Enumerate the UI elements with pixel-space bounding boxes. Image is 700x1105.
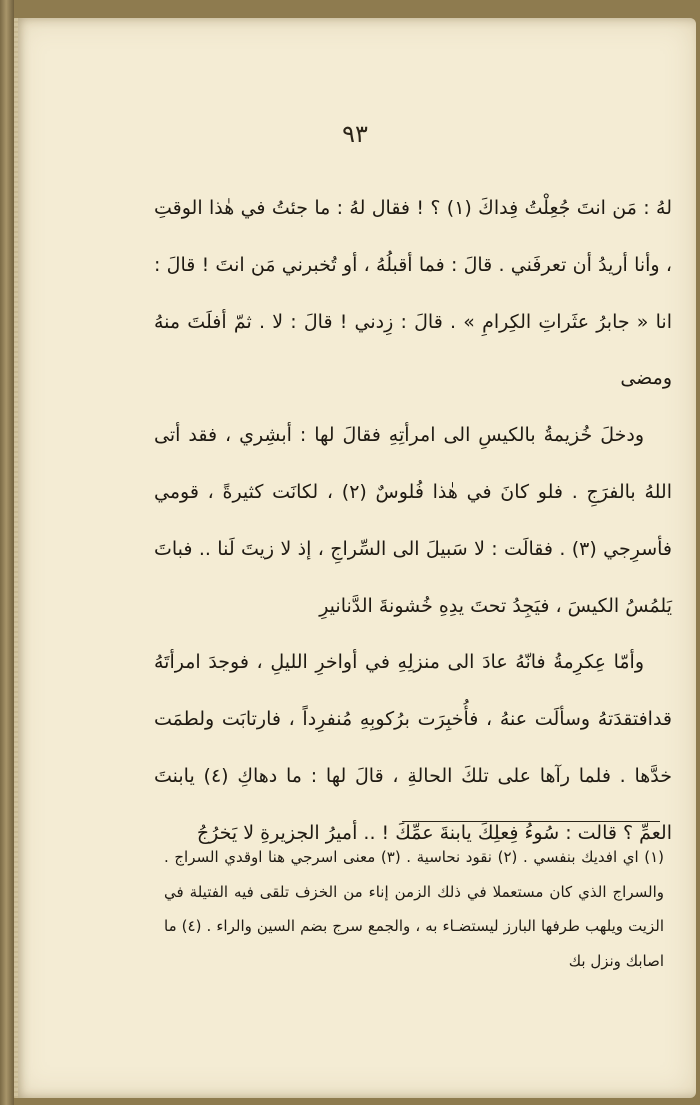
page-number: ٩٣ xyxy=(342,120,368,148)
footnotes xyxy=(164,840,664,978)
book-fore-edge xyxy=(0,0,14,1105)
footnote-text: (١) اي افديك بنفسي . (٢) نقود نحاسية . (٣) معنى اسرجي هنا اوقدي السراج . والسراج الذي كان مستعملا في ذلك الزمن إناء من الخزف تلقى فيه الفتيلة في الزيت ويلهب طرفها البارز ليستضـاء به ، والجمع سرج بضم السين والراء . (٤) ما اصابك ونزل بك xyxy=(164,848,664,970)
paragraph-2: ودخلَ خُزيمةُ بالكيسِ الى امرأتِهِ فقالَ لها : أبشِري ، فقد أتى اللهُ بالفرَجِ . فلو كانَ في هٰذا فُلوسٌ (٢) ، لكانَت كثيرةً ، قومي فأسرِجي (٣) . فقالَت : لا سَبيلَ الى السِّراجِ ، إذ لا زيتَ لَنا .. فباتَ يَلمُسُ الكيسَ ، فيَجِدُ تحتَ يدِهِ خُشونةَ الدَّنانيرِ xyxy=(154,424,673,617)
paragraph-1: لهُ : مَن انتَ جُعِلْتُ فِداكَ (١) ؟ ! فقال لهُ : ما جئتُ في هٰذا الوقتِ ، وأنا أريدُ أن تعرفَني . قالَ : فما أقبلُهُ ، أو تُخبرني مَن انتَ ! قالَ : انا « جابرُ عثَراتِ الكِرامِ » . قالَ : زِدني ! قالَ : لا . ثمّ أفلَتَ منهُ ومضى xyxy=(154,197,673,390)
paragraph-3: وأمّا عِكرِمةُ فانّهُ عادَ الى منزلِهِ في أواخرِ الليلِ ، فوجدَ امرأتَهُ قدافتقدَتهُ وسألَت عنهُ ، فأُخبِرَت برُكوبِهِ مُنفرِداً ، فارتابَت ولطمَت خدَّها . فلما رآها على تلكَ الحالةِ ، قالَ لها : ما دهاكِ (٤) يابنتَ العمِّ ؟ قالت : سُوءُ فِعلِكَ يابنةَ عمِّكَ ! .. أميرُ الجزيرةِ لا يَخرُجُ xyxy=(154,651,672,844)
footnote-separator xyxy=(402,821,660,822)
body-text xyxy=(154,180,672,862)
book-page xyxy=(14,18,696,1098)
